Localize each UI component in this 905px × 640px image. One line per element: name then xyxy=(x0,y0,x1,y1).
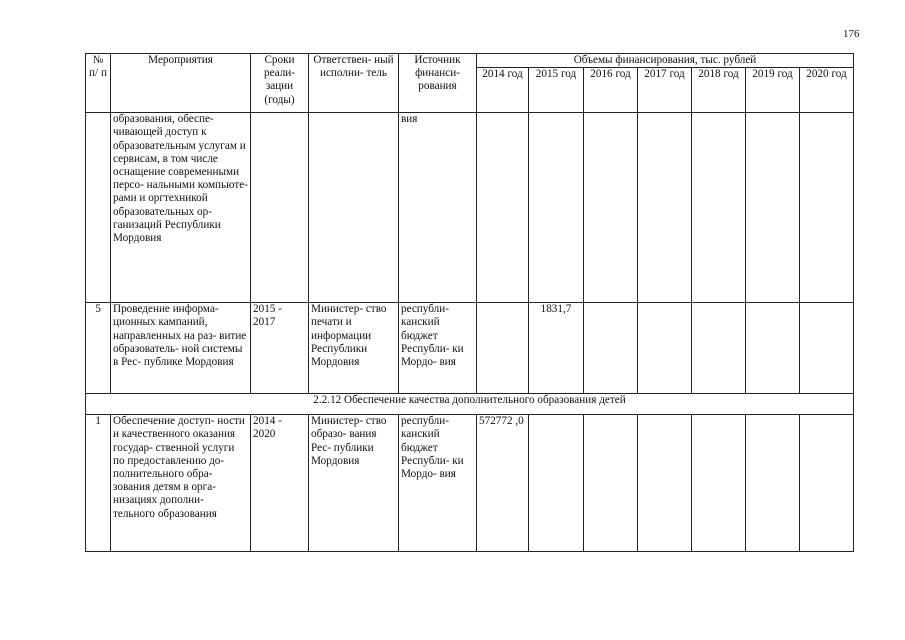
row-executor: Министер- ство образо- вания Рес- публики Мордовия xyxy=(309,415,399,552)
row-value xyxy=(692,113,746,303)
row-event: Проведение информа- ционных кампаний, направленных на раз- витие образователь- ной системы в Рес- публике Мордовия xyxy=(111,303,251,394)
row-value xyxy=(638,415,692,552)
row-value xyxy=(584,303,638,394)
header-year: 2018 год xyxy=(692,68,746,113)
header-no: № п/ п xyxy=(86,54,111,113)
row-value xyxy=(800,113,854,303)
row-value xyxy=(584,415,638,552)
row-event: образования, обеспе- чивающей доступ к образовательным услугам и сервисам, в том числе оснащение современными персо- нальными компьюте- рами и оргтехникой образовательных ор- ганизаций Республики Мордовия xyxy=(111,113,251,303)
row-no: 5 xyxy=(86,303,111,394)
row-value xyxy=(692,415,746,552)
header-year: 2017 год xyxy=(638,68,692,113)
section-title: 2.2.12 Обеспечение качества дополнительного образования детей xyxy=(86,394,854,415)
row-value xyxy=(584,113,638,303)
header-terms: Сроки реали- зации (годы) xyxy=(251,54,309,113)
row-value xyxy=(746,415,800,552)
header-executor: Ответствен- ный исполни- тель xyxy=(309,54,399,113)
row-value xyxy=(529,113,584,303)
row-terms: 2014 - 2020 xyxy=(251,415,309,552)
table-header-row xyxy=(86,54,854,68)
row-terms xyxy=(251,113,309,303)
row-value xyxy=(746,113,800,303)
row-no: 1 xyxy=(86,415,111,552)
row-terms: 2015 - 2017 xyxy=(251,303,309,394)
row-value xyxy=(477,113,529,303)
header-source: Источник финанси- рования xyxy=(399,54,477,113)
page-number: 176 xyxy=(843,28,860,40)
row-executor: Министер- ство печати и информации Республики Мордовия xyxy=(309,303,399,394)
section-row xyxy=(86,394,854,415)
row-value xyxy=(477,303,529,394)
header-year: 2014 год xyxy=(477,68,529,113)
row-executor xyxy=(309,113,399,303)
header-year: 2015 год xyxy=(529,68,584,113)
row-no xyxy=(86,113,111,303)
row-value: 1831,7 xyxy=(529,303,584,394)
row-value xyxy=(638,303,692,394)
row-value xyxy=(692,303,746,394)
row-value xyxy=(800,303,854,394)
row-value: 572772 ,0 xyxy=(477,415,529,552)
table-row xyxy=(86,415,854,552)
row-event: Обеспечение доступ- ности и качественного оказания государ- ственной услуги по предоставлению до- полнительного обра- зования детям в орга- низациях дополни- тельного образования xyxy=(111,415,251,552)
table-row xyxy=(86,113,854,303)
row-source: республи- канский бюджет Республи- ки Мордо- вия xyxy=(399,303,477,394)
header-year: 2020 год xyxy=(800,68,854,113)
header-event: Мероприятия xyxy=(111,54,251,113)
header-year: 2016 год xyxy=(584,68,638,113)
financing-table xyxy=(85,53,854,552)
row-source: республи- канский бюджет Республи- ки Мордо- вия xyxy=(399,415,477,552)
row-source: вия xyxy=(399,113,477,303)
header-volume: Объемы финансирования, тыс. рублей xyxy=(477,54,854,68)
header-year: 2019 год xyxy=(746,68,800,113)
row-value xyxy=(746,303,800,394)
row-value xyxy=(529,415,584,552)
row-value xyxy=(638,113,692,303)
table-row xyxy=(86,303,854,394)
row-value xyxy=(800,415,854,552)
